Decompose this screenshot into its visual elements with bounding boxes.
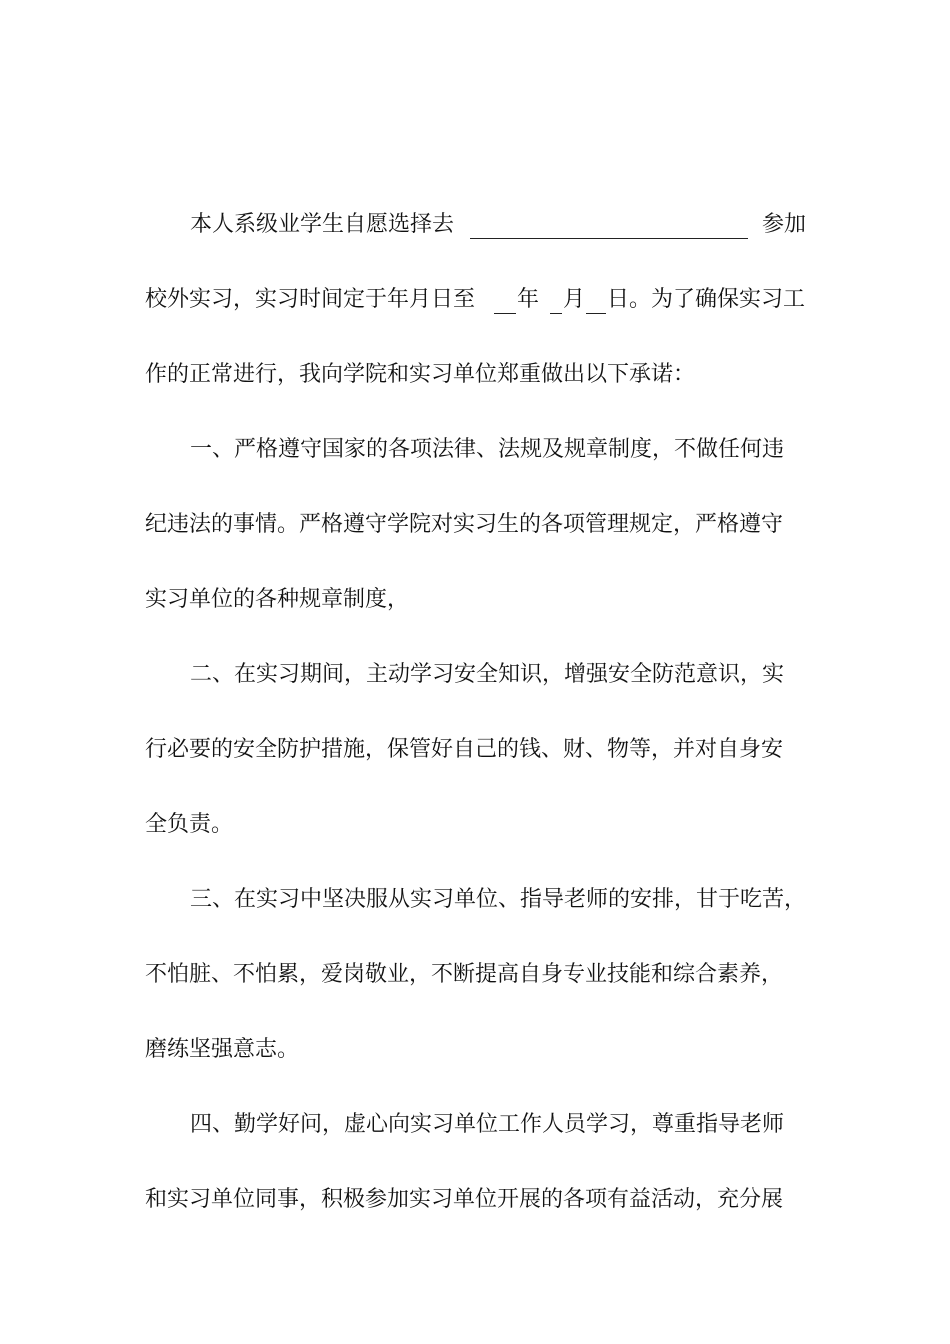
- paragraph-2-line-2: [0, 505, 950, 545]
- paragraph-3-line-3: [0, 805, 950, 845]
- year-blank: [494, 313, 516, 314]
- paragraph-1-line-2: [0, 280, 950, 320]
- commitment-3-text: 三、在实习中坚决服从实习单位、指导老师的安排，甘于吃苦，: [190, 887, 807, 912]
- commitment-1-text-cont: 纪违法的事情。严格遵守学院对实习生的各项管理规定，严格遵守: [145, 512, 784, 537]
- commitment-intro-text: 作的正常进行，我向学院和实习单位郑重做出以下承诺：: [145, 362, 696, 387]
- commitment-4-text-cont: 和实习单位同事，积极参加实习单位开展的各项有益活动，充分展: [145, 1187, 784, 1212]
- internship-period-text: 校外实习，实习时间定于年月日至: [145, 287, 476, 312]
- paragraph-2-line-1: [0, 430, 950, 470]
- commitment-2-text: 二、在实习期间，主动学习安全知识，增强安全防范意识，实: [190, 662, 785, 687]
- commitment-3-text-cont: 不怕脏、不怕累，爱岗敬业，不断提高自身专业技能和综合素养，: [145, 962, 784, 987]
- commitment-2-text-end: 全负责。: [145, 812, 234, 837]
- intro-text-end: 参加: [762, 212, 807, 237]
- day-blank: [586, 313, 606, 314]
- intro-text: 本人系级业学生自愿选择去: [190, 212, 455, 237]
- day-and-purpose-text: 日。为了确保实习工: [607, 287, 806, 312]
- paragraph-4-line-2: [0, 955, 950, 995]
- month-label: 月: [563, 287, 586, 312]
- paragraph-4-line-3: [0, 1030, 950, 1070]
- paragraph-5-line-2: [0, 1180, 950, 1220]
- month-blank: [550, 313, 562, 314]
- paragraph-1-line-1: [0, 205, 950, 245]
- year-label: 年: [517, 287, 540, 312]
- internship-unit-blank: [470, 238, 748, 239]
- paragraph-3-line-1: [0, 655, 950, 695]
- paragraph-3-line-2: [0, 730, 950, 770]
- commitment-4-text: 四、勤学好问，虚心向实习单位工作人员学习，尊重指导老师: [190, 1112, 785, 1137]
- commitment-3-text-end: 磨练坚强意志。: [145, 1037, 300, 1062]
- paragraph-5-line-1: [0, 1105, 950, 1145]
- commitment-1-text-end: 实习单位的各种规章制度，: [145, 587, 410, 612]
- paragraph-2-line-3: [0, 580, 950, 620]
- commitment-1-text: 一、严格遵守国家的各项法律、法规及规章制度，不做任何违: [190, 437, 785, 462]
- paragraph-1-line-3: [0, 355, 950, 395]
- commitment-2-text-cont: 行必要的安全防护措施，保管好自己的钱、财、物等，并对自身安: [145, 737, 784, 762]
- paragraph-4-line-1: [0, 880, 950, 920]
